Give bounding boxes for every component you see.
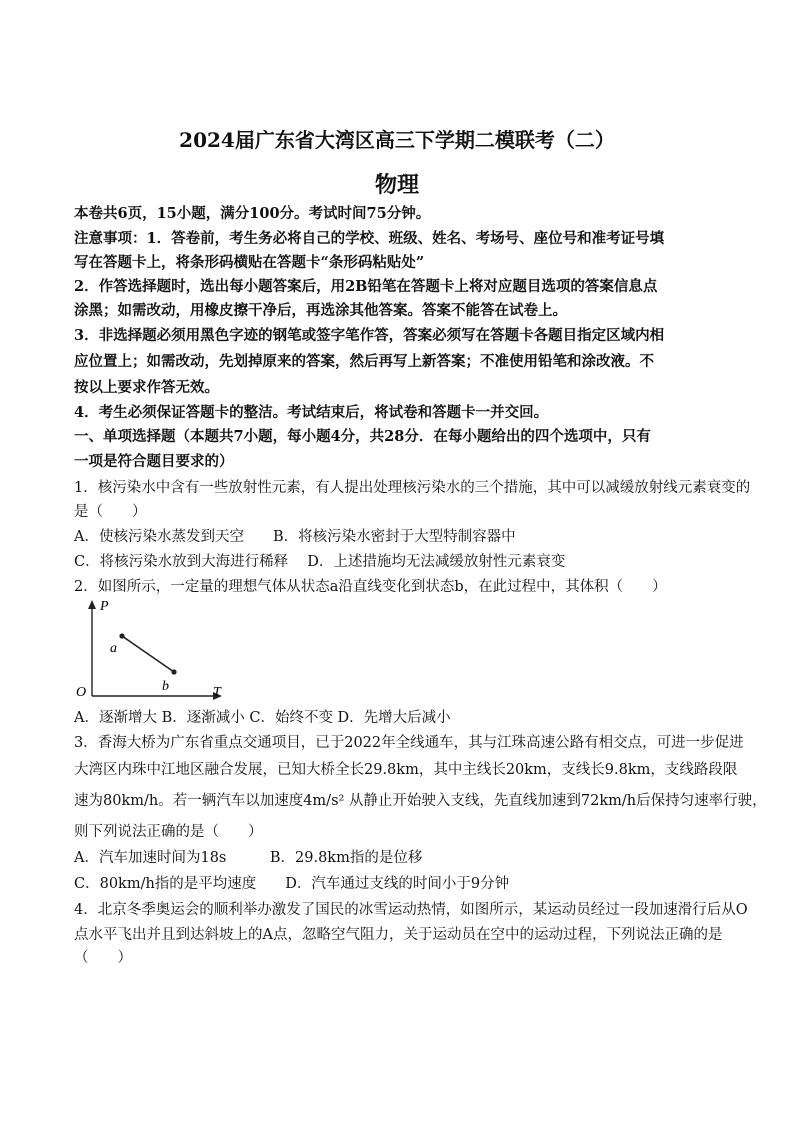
q1-options-line-1: A．使核污染水蒸发到天空 B．将核污染水密封于大型特制容器中 <box>74 529 516 545</box>
q3-options-line-2: C．80km/h指的是平均速度 D．汽车通过支线的时间小于9分钟 <box>74 876 510 892</box>
notes-line-2: 写在答题卡上，将条形码横贴在答题卡“条形码粘贴处” <box>74 254 425 271</box>
q3-stem-line-3: 速为80km/h。若一辆汽车以加速度4m/s² 从静止开始驶入支线，先直线加速到72km/h后保持匀速率行驶， <box>74 793 767 809</box>
x-axis-label: T <box>213 685 221 700</box>
exam-title: 2024届广东省大湾区高三下学期二模联考（二） <box>179 128 615 152</box>
q3-stem-line-2: 大湾区内珠中江地区融合发展，已知大桥全长29.8km，其中主线长20km，支线长9.8km，支线路段限 <box>74 762 738 778</box>
point-b <box>171 669 176 674</box>
pt-graph <box>70 596 240 708</box>
notes-line-5: 3．非选择题必须用黑色字迹的钢笔或签字笔作答，答案必须写在答题卡各题目指定区域内相 <box>74 327 665 344</box>
q2-options: A．逐渐增大 B．逐渐减小 C．始终不变 D．先增大后减小 <box>74 710 451 726</box>
section-heading-line-1: 一、单项选择题（本题共7小题，每小题4分，共28分．在每小题给出的四个选项中，只有 <box>74 428 651 445</box>
q1-stem-line-2: 是（ ） <box>74 504 147 520</box>
q4-stem-line-2: 点水平飞出并且到达斜坡上的A点，忽略空气阻力，关于运动员在空中的运动过程，下列说法正确的是 <box>74 927 723 943</box>
q3-stem-line-4: 则下列说法正确的是（ ） <box>74 824 263 840</box>
point-a-label: a <box>110 641 117 656</box>
notes-line-3: 2．作答选择题时，选出每小题答案后，用2B铅笔在答题卡上将对应题目选项的答案信息点 <box>74 278 658 295</box>
q3-options-line-1: A．汽车加速时间为18s B．29.8km指的是位移 <box>74 850 423 866</box>
notes-line-4: 涂黑；如需改动，用橡皮擦干净后，再选涂其他答案。答案不能答在试卷上。 <box>74 302 567 319</box>
q2-stem: 2．如图所示，一定量的理想气体从状态a沿直线变化到状态b，在此过程中，其体积（ ） <box>74 579 667 595</box>
y-axis-arrow <box>88 600 96 609</box>
point-a <box>119 633 124 638</box>
process-line <box>122 636 174 672</box>
section-heading-line-2: 一项是符合题目要求的） <box>74 453 234 470</box>
point-b-label: b <box>162 679 169 694</box>
subject-title: 物理 <box>374 172 419 198</box>
y-axis-label: P <box>100 599 109 614</box>
origin-label: O <box>76 685 87 700</box>
notes-line-7: 按以上要求作答无效。 <box>74 379 219 396</box>
q4-stem-line-1: 4．北京冬季奥运会的顺利举办激发了国民的冰雪运动热情，如图所示，某运动员经过一段加速滑行后从O <box>74 902 748 918</box>
q1-options-line-2: C．将核污染水放到大海进行稀释 D．上述措施均无法减缓放射性元素衰变 <box>74 554 566 570</box>
q1-stem-line-1: 1．核污染水中含有一些放射性元素，有人提出处理核污染水的三个措施，其中可以减缓放射线元素衰变的 <box>74 480 751 496</box>
exam-info: 本卷共6页，15小题，满分100分。考试时间75分钟。 <box>74 205 431 222</box>
notes-line-6: 应位置上；如需改动，先划掉原来的答案，然后再写上新答案；不准使用铅笔和涂改液。不 <box>74 353 654 370</box>
notes-line-8: 4．考生必须保证答题卡的整洁。考试结束后，将试卷和答题卡一并交回。 <box>74 404 549 421</box>
notes-line-1: 注意事项：1．答卷前，考生务必将自己的学校、班级、姓名、考场号、座位号和准考证号填 <box>74 230 665 247</box>
q3-stem-line-1: 3．香海大桥为广东省重点交通项目，已于2022年全线通车，其与江珠高速公路有相交点，可进一步促进 <box>74 735 744 751</box>
q4-stem-line-3: （ ） <box>74 950 132 966</box>
